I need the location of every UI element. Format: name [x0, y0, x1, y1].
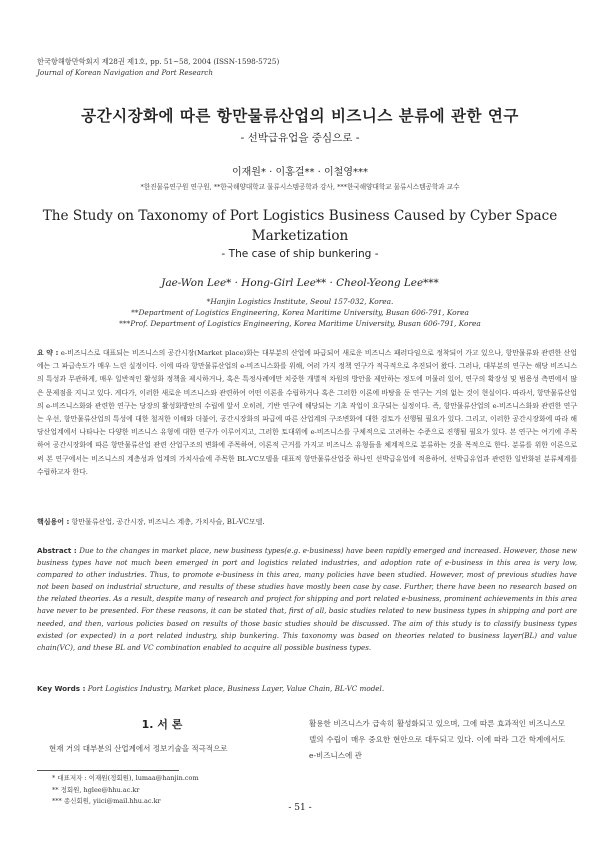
abstract-korean-label: 요 약 :	[37, 349, 59, 357]
abstract-english-text: Due to the changes in market place, new business types(e.g. e-business) have been rapidly emerged and increased. However, those new business types have not much been emerged in port and logistics related industries, and adoption rate of e-business in this area is very low, compared to other industries. Thus, to promote e-business in this area, many policies have been studied. However, most of previous studies have not been based on industrial structure, and results of these studies have mostly been case by case. Further, there have been no research based on the related theories. As a result, despite many of research and project for shipping and port related e-business, prominent achievements in this area have never to be presented. For these reasons, it can be stated that, first of all, basic studies related to new business types in shipping and port are needed, and then, various policies based on results of those basic studies should be discussed. The aim of this study is to classify business types existed (or expected) in a port related industry, ship bunkering. This taxonomy was based on theories related to business layer(BL) and value chain(VC), and these BL and VC combination enabled to acquire all possible business types.	[37, 546, 577, 652]
page-number: - 51 -	[288, 803, 312, 813]
authors-english: Jae-Won Lee* · Hong-Girl Lee** · Cheol-Yeong Lee***	[161, 277, 439, 289]
subtitle-korean: - 선박급유업을 중심으로 -	[240, 132, 360, 144]
footnote-item: ** 정회원, hglee@hhu.ac.kr	[52, 785, 140, 794]
affiliation-line: ***Prof. Department of Logistics Engineering, Korea Maritime University, Busan 606-791, Korea	[119, 319, 481, 328]
affiliation-line: **Department of Logistics Engineering, Korea Maritime University, Busan 606-791, Korea	[131, 308, 469, 317]
body-text-left-column: 현재 거의 대부분의 산업계에서 정보기술을 적극적으로	[49, 744, 228, 753]
abstract-english	[37, 545, 577, 654]
footnote-item: *** 종신회원, yiici@mail.hhu.ac.kr	[52, 797, 161, 805]
title-korean: 공간시장화에 따른 항만물류산업의 비즈니스 분류에 관한 연구	[81, 106, 519, 125]
keywords-korean-text: 항만물류산업, 공간시장, 비즈니스 계층, 가치사슬, BL-VC모델.	[71, 518, 265, 526]
body-text-right-column: 활용한 비즈니스가 급속히 활성화되고 있으며, 그에 따른 효과적인 비즈니스모델의 수립이 매우 중요한 현안으로 대두되고 있다. 이에 따라 그간 학계에서도 e-비즈니스에 관	[309, 719, 565, 760]
journal-header	[37, 56, 279, 78]
abstract-english-label: Abstract :	[37, 546, 77, 555]
affiliation-line: *Hanjin Logistics Institute, Seoul 157-032, Korea.	[206, 297, 394, 306]
section-heading-introduction: 1. 서 론	[141, 718, 183, 731]
subtitle-english: - The case of ship bunkering -	[221, 248, 379, 260]
keywords-english	[37, 684, 577, 693]
affiliation-korean: *한진물류연구원 연구원, **한국해양대학교 물류시스템공학과 강사, ***한국해양대학교 물류시스템공학과 교수	[140, 183, 460, 191]
keywords-korean	[37, 517, 577, 527]
journal-name-en: Journal of Korean Navigation and Port Research	[37, 68, 213, 77]
authors-korean: 이재원* · 이홍걸** · 이철영***	[231, 167, 368, 178]
footnote-item: * 대표저자 : 이재원(정회원), lumaa@hanjin.com	[52, 774, 199, 782]
title-english: The Study on Taxonomy of Port Logistics Business Caused by Cyber Space Marketization	[42, 208, 558, 244]
keywords-korean-label: 핵심용어 :	[37, 518, 70, 526]
keywords-english-text: Port Logistics Industry, Market place, Business Layer, Value Chain, BL-VC model.	[87, 684, 385, 693]
keywords-english-label: Key Words :	[37, 684, 86, 693]
journal-info-ko: 한국항해항만학회지 제28권 제1호, pp. 51~58, 2004 (ISSN-1598-5725)	[37, 57, 280, 66]
abstract-korean	[37, 347, 577, 479]
abstract-korean-text: e-비즈니스로 대표되는 비즈니스의 공간시장(Market place)화는 대부분의 산업에 파급되어 새로운 비즈니스 패러다임으로 정착되어 가고 있으나, 항만물류와 관련한 산업에는 그 파급속도가 매우 느린 실정이다. 이에 따라 항만물류산업의 e-비즈니스화를 위해, 여러 가지 정책 연구가 적극적으로 추진되어 왔다. 그러나, 대부분의 연구는 해당 비즈니스의 특성과 무관하게, 매우 일반적인 활성화 정책을 제시하거나, 혹은 특정사례에만 치중한 개별적 차원의 방안을 제안하는 정도에 머물러 있어, 연구의 확장성 및 범용성 측면에서 많은 문제점을 지니고 있다. 게다가, 이러한 새로운 비즈니스와 관련하여 어떤 이론을 수립하거나 혹은 그러한 이론에 바탕을 둔 연구는 거의 없는 것이 현실이다. 따라서, 항만물류산업의 e-비즈니스화와 관련한 연구는 당장의 활성화방안의 수립에 앞서 오히려, 기반 연구에 해당되는 기초 작업이 요구되는 실정이다. 즉, 항만물류산업의 e-비즈니스화와 관련한 연구는 우선, 항만물류산업의 특성에 대한 철저한 이해와 더불어, 공간시장화의 파급에 따른 산업계의 구조변화에 대한 검토가 선행될 필요가 있다. 그리고, 이러한 공간시장화에 따라 해당산업계에서 나타나는 다양한 비즈니스 유형에 대한 연구가 이루어지고, 그러한 토대위에 e-비즈니스를 구체적으로 고려하는 수준으로 진행될 필요가 있다. 본 연구는 여기에 주목하여 공간시장화에 따른 항만물류산업 관련 산업구조의 변화에 주목하여, 이론적 근거를 가지고 비즈니스 유형들을 체계적으로 분류하는 것을 목적으로 한다. 분류를 위한 이론으로써 본 연구에서는 비즈니스의 계층성과 업계의 가치사슬에 주목한 BL-VC모델을 대표적 항만물류산업중 하나인 선박급유업에 적용하여, 선박급유업과 관련한 일반화된 분류체계를 수립하고자 한다.	[37, 349, 578, 476]
affiliations-english	[0, 296, 600, 329]
footnote-divider	[37, 770, 179, 771]
